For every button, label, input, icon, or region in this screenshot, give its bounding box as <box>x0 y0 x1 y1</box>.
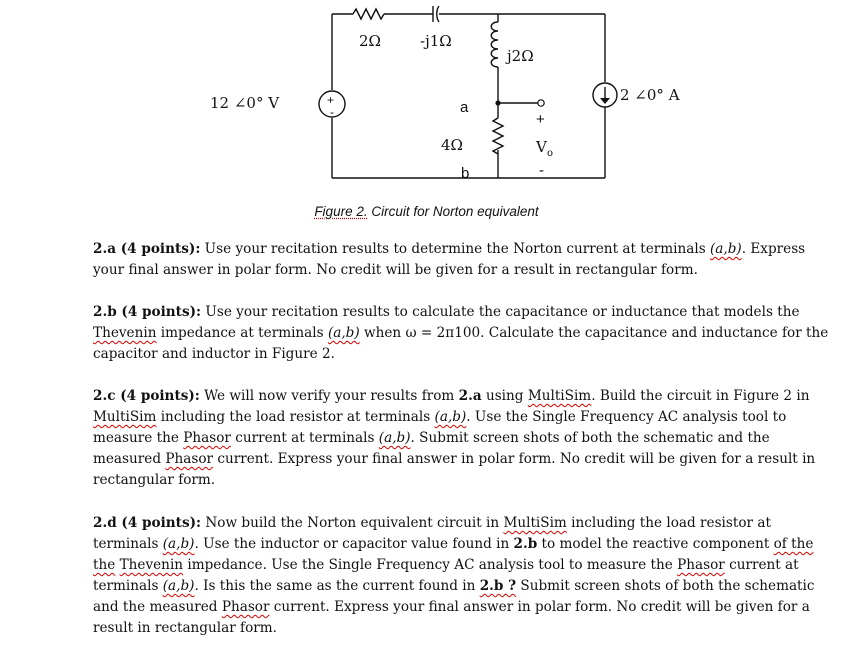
q2a-terminals: (a,b) <box>710 241 742 257</box>
label-current-source: 2 ∠0° A <box>620 86 680 104</box>
voltage-source-plus: + <box>327 93 335 107</box>
q2b-thevenin: Thevenin <box>93 325 157 341</box>
node-a-dot <box>495 100 500 105</box>
q2d-multisim: MultiSim <box>503 515 567 531</box>
vo-plus: + <box>536 111 545 128</box>
vo-minus: - <box>539 162 544 179</box>
label-r-top: 2Ω <box>359 32 381 50</box>
q2d-text-8: . Is this the same as the current found in <box>194 578 480 594</box>
q2d-text-4: to model the reactive component <box>537 536 774 552</box>
q2d-text-7: current at terminals <box>93 557 799 594</box>
q2d-phasor-2: Phasor <box>221 599 270 615</box>
q2c-text-2: using <box>481 388 528 404</box>
q2c-phasor-2: Phasor <box>165 451 214 467</box>
label-c-top: -j1Ω <box>420 32 452 50</box>
question-2a <box>93 239 838 281</box>
q2c-text: We will now verify your results from <box>199 388 459 404</box>
q2a-text-2: . Express your final answer in polar form. No credit will be given for a result in rectangular form. <box>93 241 806 278</box>
q2c-phasor-1: Phasor <box>183 430 231 446</box>
q2c-ref: 2.a <box>458 388 482 404</box>
q2d-text-3: . Use the inductor or capacitor value found in <box>194 536 514 552</box>
label-vo-sub: o <box>547 148 554 159</box>
q2c-terminals-1: (a,b) <box>434 409 467 425</box>
q2c-text-6: current at terminals <box>230 430 379 446</box>
q2b-terminals: (a,b) <box>327 325 360 341</box>
resistor-2ohm <box>353 9 384 19</box>
q2d-label: 2.d (4 points): <box>93 515 202 531</box>
q2d-ref-1: 2.b <box>513 536 538 552</box>
circuit-diagram <box>0 0 853 205</box>
q2d-text: Now build the Norton equivalent circuit in <box>201 515 504 531</box>
label-vo: V <box>536 138 547 156</box>
question-2b <box>93 302 838 365</box>
current-source-arrowhead <box>600 98 610 104</box>
label-r-load: 4Ω <box>441 136 463 154</box>
label-node-a: a <box>460 99 469 116</box>
capacitor-plate-2 <box>437 6 439 22</box>
q2a-label: 2.a (4 points): <box>93 241 201 257</box>
q2d-ref-2: 2.b ? <box>479 578 517 594</box>
label-node-b: b <box>461 165 470 182</box>
q2c-multisim-2: MultiSim <box>93 409 157 425</box>
q2c-text-5: . Use the Single Frequency AC analysis tool to measure the <box>93 409 787 446</box>
question-2c <box>93 386 838 491</box>
q2b-text-3: when ω = 2π100. Calculate the capacitance and inductance for the capacitor and inductor in Figure 2. <box>93 325 829 362</box>
q2d-of-the-the: of the the <box>93 536 814 573</box>
q2c-text-7: . Submit screen shots of both the schematic and the measured <box>93 430 770 467</box>
q2d-text-2: including the load resistor at terminals <box>93 515 771 552</box>
resistor-4ohm <box>493 118 503 154</box>
q2d-text-9: Submit screen shots of both the schematic and the measured <box>93 578 815 615</box>
q2d-terminals-1: (a,b) <box>162 536 195 552</box>
caption-prefix: Figure 2. <box>314 204 368 219</box>
question-2d <box>93 513 838 639</box>
q2d-phasor-1: Phasor <box>677 557 725 573</box>
q2d-terminals-2: (a,b) <box>162 578 195 594</box>
q2b-label: 2.b (4 points): <box>93 304 202 320</box>
q2c-label: 2.c (4 points): <box>93 388 200 404</box>
q2c-multisim-1: MultiSim <box>527 388 592 404</box>
output-terminal <box>538 100 544 106</box>
q2c-text-4: including the load resistor at terminals <box>156 409 435 425</box>
q2b-text: Use your recitation results to calculate the capacitance or inductance that models the <box>201 304 800 320</box>
q2c-text-3: . Build the circuit in Figure 2 in <box>591 388 810 404</box>
q2b-text-2: impedance at terminals <box>156 325 328 341</box>
q2c-terminals-2: (a,b) <box>378 430 411 446</box>
voltage-source-minus: - <box>330 105 334 119</box>
caption-text: Circuit for Norton equivalent <box>367 204 539 219</box>
label-voltage-source: 12 ∠0° V <box>210 94 280 112</box>
q2d-thevenin: Thevenin <box>119 557 184 573</box>
q2c-text-8: current. Express your final answer in polar form. No credit will be given for a result in rectangular form. <box>93 451 816 488</box>
figure-caption <box>0 204 853 219</box>
label-l-mid: j2Ω <box>507 47 534 65</box>
q2a-text: Use your recitation results to determine the Norton current at terminals <box>200 241 710 257</box>
q2d-text-10: current. Express your final answer in polar form. No credit will be given for a result in rectangular form. <box>93 599 810 636</box>
q2d-text-6: impedance. Use the Single Frequency AC analysis tool to measure the <box>183 557 678 573</box>
inductor-j2ohm <box>491 22 498 67</box>
